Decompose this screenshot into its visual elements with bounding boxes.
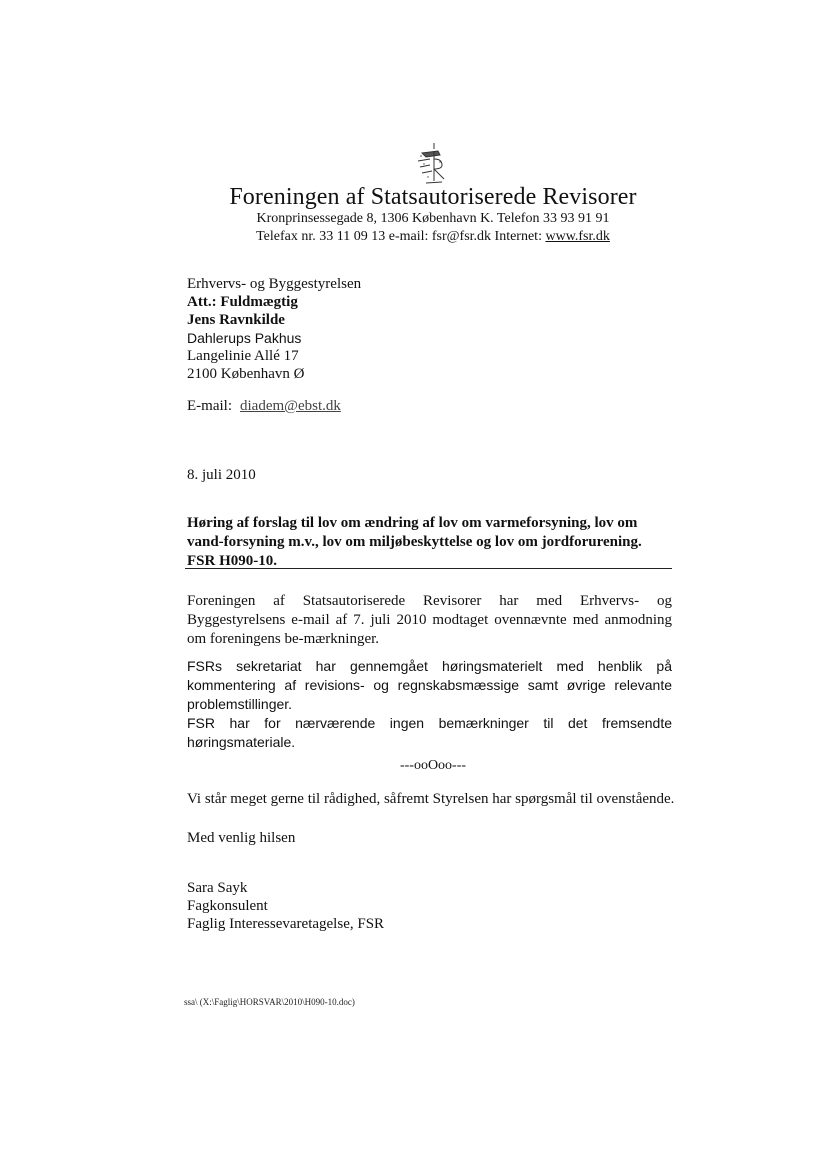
body-paragraph-3: FSR har for nærværende ingen bemærkninger til det fremsendte høringsmateriale. bbox=[187, 715, 672, 750]
recipient-street: Langelinie Allé 17 bbox=[187, 348, 299, 364]
letter-date: 8. juli 2010 bbox=[187, 467, 256, 483]
signature-title: Fagkonsulent bbox=[187, 898, 268, 914]
fsr-emblem-icon bbox=[412, 137, 448, 189]
org-name: Foreningen af Statsautoriserede Revisorer bbox=[229, 184, 637, 210]
recipient-org: Erhvervs- og Byggestyrelsen bbox=[187, 276, 362, 292]
signature-department: Faglig Interessevaretagelse, FSR bbox=[187, 916, 385, 932]
subject-heading: Høring af forslag til lov om ændring af lov om varmeforsyning, lov om vand-forsyning m.v., lov om miljøbeskyttelse og lov om jordforurening. FSR H090-10. bbox=[187, 515, 642, 569]
body-paragraph-2: FSRs sekretariat har gennemgået høringsmaterielt med henblik på kommentering af revisions- og regnskabsmæssige samt øvrige relevante problemstillinger. bbox=[187, 658, 672, 712]
recipient-building: Dahlerups Pakhus bbox=[187, 330, 302, 346]
signature-name: Sara Sayk bbox=[187, 880, 248, 896]
recipient-city: 2100 København Ø bbox=[187, 366, 305, 382]
body-paragraph-4: Vi står meget gerne til rådighed, såfremt Styrelsen har spørgsmål til ovenstående. bbox=[187, 791, 675, 807]
org-contact-text: Telefax nr. 33 11 09 13 e-mail: fsr@fsr.dk Internet: bbox=[256, 229, 546, 244]
separator: ---ooOoo--- bbox=[399, 758, 467, 773]
email-label: E-mail: bbox=[187, 398, 232, 414]
file-path-footer: ssa\ (X:\Faglig\HORSVAR\2010\H090-10.doc) bbox=[184, 997, 355, 1007]
subject-rule bbox=[185, 568, 672, 569]
closing: Med venlig hilsen bbox=[187, 830, 296, 846]
body-paragraph-1: Foreningen af Statsautoriserede Revisorer har med Erhvervs- og Byggestyrelsens e-mail af 7. juli 2010 modtaget ovennævnte med anmodning om foreningens be-mærkninger. bbox=[187, 593, 672, 647]
org-address: Kronprinsessegade 8, 1306 København K. Telefon 33 93 91 91 bbox=[256, 211, 610, 226]
signature-block bbox=[187, 879, 384, 933]
org-contact bbox=[0, 229, 826, 245]
recipient-email-line bbox=[187, 398, 341, 415]
website-link[interactable]: www.fsr.dk bbox=[545, 229, 610, 244]
recipient-att: Att.: Fuldmægtig bbox=[187, 294, 298, 310]
recipient-block bbox=[187, 275, 361, 383]
email-link[interactable]: diadem@ebst.dk bbox=[240, 398, 341, 414]
recipient-name: Jens Ravnkilde bbox=[187, 312, 285, 328]
